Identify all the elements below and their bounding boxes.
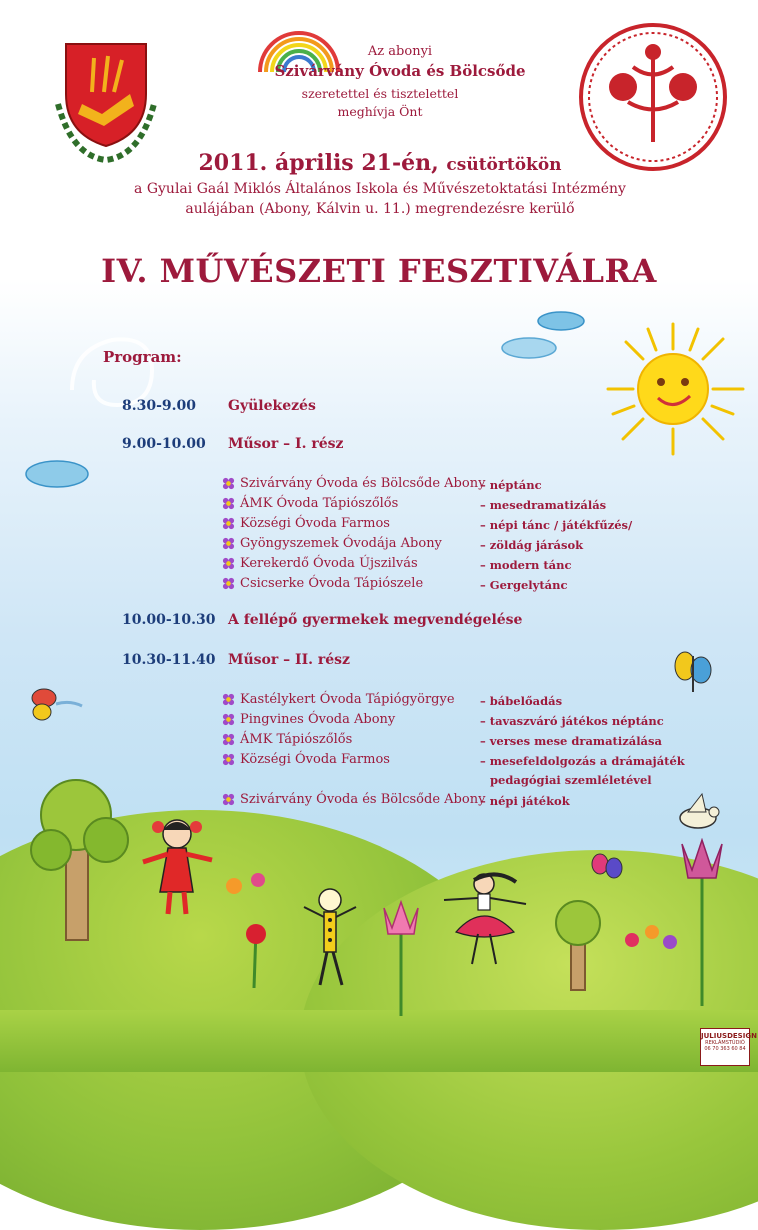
tree-icon xyxy=(545,895,615,995)
program-label: Program: xyxy=(103,348,182,366)
venue-line-1: a Gyulai Gaál Miklós Általános Iskola és Művészetoktatási Intézmény xyxy=(134,181,626,197)
performance-desc: – zöldág járások xyxy=(480,538,584,552)
performer-name: Pingvines Óvoda Abony xyxy=(240,712,396,727)
coat-of-arms-icon xyxy=(52,34,160,164)
performer-name: ÁMK Tápiószőlős xyxy=(240,732,353,747)
performer-item xyxy=(222,792,485,807)
performer-item xyxy=(222,692,455,707)
slot-event: Gyülekezés xyxy=(228,398,316,414)
flower-bullet-icon xyxy=(222,713,235,726)
flower-bullet-icon xyxy=(222,537,235,550)
flower-bullet-icon xyxy=(222,557,235,570)
flower-icon xyxy=(620,920,680,960)
performance-desc: – mesefeldolgozás a drámajáték xyxy=(480,754,685,768)
butterfly-icon xyxy=(672,644,714,700)
sun-icon xyxy=(598,314,748,464)
performer-item xyxy=(222,752,390,767)
performer-item xyxy=(222,576,423,591)
date-text: 2011. április 21-én, xyxy=(198,150,439,176)
performer-name: Szivárvány Óvoda és Bölcsőde Abony xyxy=(240,476,486,491)
performer-name: Községi Óvoda Farmos xyxy=(240,516,390,531)
performance-desc: – modern tánc xyxy=(480,558,572,572)
performer-item xyxy=(222,496,398,511)
performer-name: Szivárvány Óvoda és Bölcsőde Abony xyxy=(240,792,486,807)
slot-time: 10.00-10.30 xyxy=(122,612,216,628)
flower-bullet-icon xyxy=(222,733,235,746)
performer-name: Csicserke Óvoda Tápiószele xyxy=(240,576,424,591)
slot-time: 9.00-10.00 xyxy=(122,436,206,452)
performer-item xyxy=(222,712,395,727)
performance-desc: – mesedramatizálás xyxy=(480,498,607,512)
credit-line-3: 06 70 363 60 84 xyxy=(704,1046,746,1052)
performer-item xyxy=(222,516,390,531)
flower-bullet-icon xyxy=(222,477,235,490)
kindergarten-name: Szivárvány Óvoda és Bölcsőde xyxy=(274,62,526,80)
slot-event: Műsor – II. rész xyxy=(228,652,350,668)
dancing-girl-icon xyxy=(436,870,532,970)
venue-line-2: aulájában (Abony, Kálvin u. 11.) megrendezésre kerülő xyxy=(185,201,575,217)
slot-time: 10.30-11.40 xyxy=(122,652,216,668)
flower-bullet-icon xyxy=(222,497,235,510)
flower-bullet-icon xyxy=(222,793,235,806)
flower-icon xyxy=(220,870,280,990)
intro-line-3: meghívja Önt xyxy=(337,104,423,119)
weekday-text: csütörtökön xyxy=(446,155,562,175)
grass xyxy=(0,1010,758,1072)
flower-bullet-icon xyxy=(222,517,235,530)
credit-line-1: JULIUSDESIGN xyxy=(701,1032,757,1040)
performance-desc: – bábelőadás xyxy=(480,694,563,708)
slot-time: 8.30-9.00 xyxy=(122,398,197,414)
performance-desc-continued: pedagógiai szemléletével xyxy=(490,773,652,787)
flower-bullet-icon xyxy=(222,753,235,766)
performance-desc: – népi játékok xyxy=(480,794,570,808)
performance-desc: – tavaszváró játékos néptánc xyxy=(480,714,664,728)
performer-name: Gyöngyszemek Óvodája Abony xyxy=(240,536,442,551)
slot-event: Műsor – I. rész xyxy=(228,436,344,452)
design-credit-logo xyxy=(700,1028,757,1066)
event-date xyxy=(120,150,640,176)
slot-event: A fellépő gyermekek megvendégelése xyxy=(228,612,523,628)
performer-name: Kerekerdő Óvoda Újszilvás xyxy=(240,556,418,571)
performer-item xyxy=(222,732,352,747)
performer-name: Kastélykert Óvoda Tápiógyörgye xyxy=(240,692,455,707)
performance-desc: – népi tánc / játékfűzés/ xyxy=(480,518,633,532)
cloud-icon xyxy=(536,308,586,332)
performance-desc: – néptánc xyxy=(480,478,542,492)
cloud-icon xyxy=(500,335,558,361)
intro-line-2: szeretettel és tisztelettel xyxy=(301,86,459,101)
credit-line-2: REKLÁMSTÚDIÓ xyxy=(705,1040,745,1046)
flower-bullet-icon xyxy=(222,693,235,706)
performer-name: ÁMK Óvoda Tápiószőlős xyxy=(240,496,399,511)
cloud-icon xyxy=(24,458,90,490)
flower-icon xyxy=(378,898,424,1018)
butterfly-icon xyxy=(590,850,624,886)
performer-item xyxy=(222,476,485,491)
flower-icon xyxy=(676,838,728,1008)
festival-title: IV. MŰVÉSZETI FESZTIVÁLRA xyxy=(101,252,657,290)
butterfly-icon xyxy=(26,684,84,724)
performer-name: Községi Óvoda Farmos xyxy=(240,752,390,767)
boy-drawing-icon xyxy=(300,885,360,990)
girl-drawing-icon xyxy=(138,812,216,917)
intro-line-1: Az abonyi xyxy=(367,44,433,59)
performer-item xyxy=(222,536,442,551)
performance-desc: – Gergelytánc xyxy=(480,578,568,592)
performance-desc: – verses mese dramatizálása xyxy=(480,734,662,748)
performer-item xyxy=(222,556,418,571)
tree-icon xyxy=(26,770,136,950)
flower-bullet-icon xyxy=(222,577,235,590)
bird-icon xyxy=(672,792,724,836)
